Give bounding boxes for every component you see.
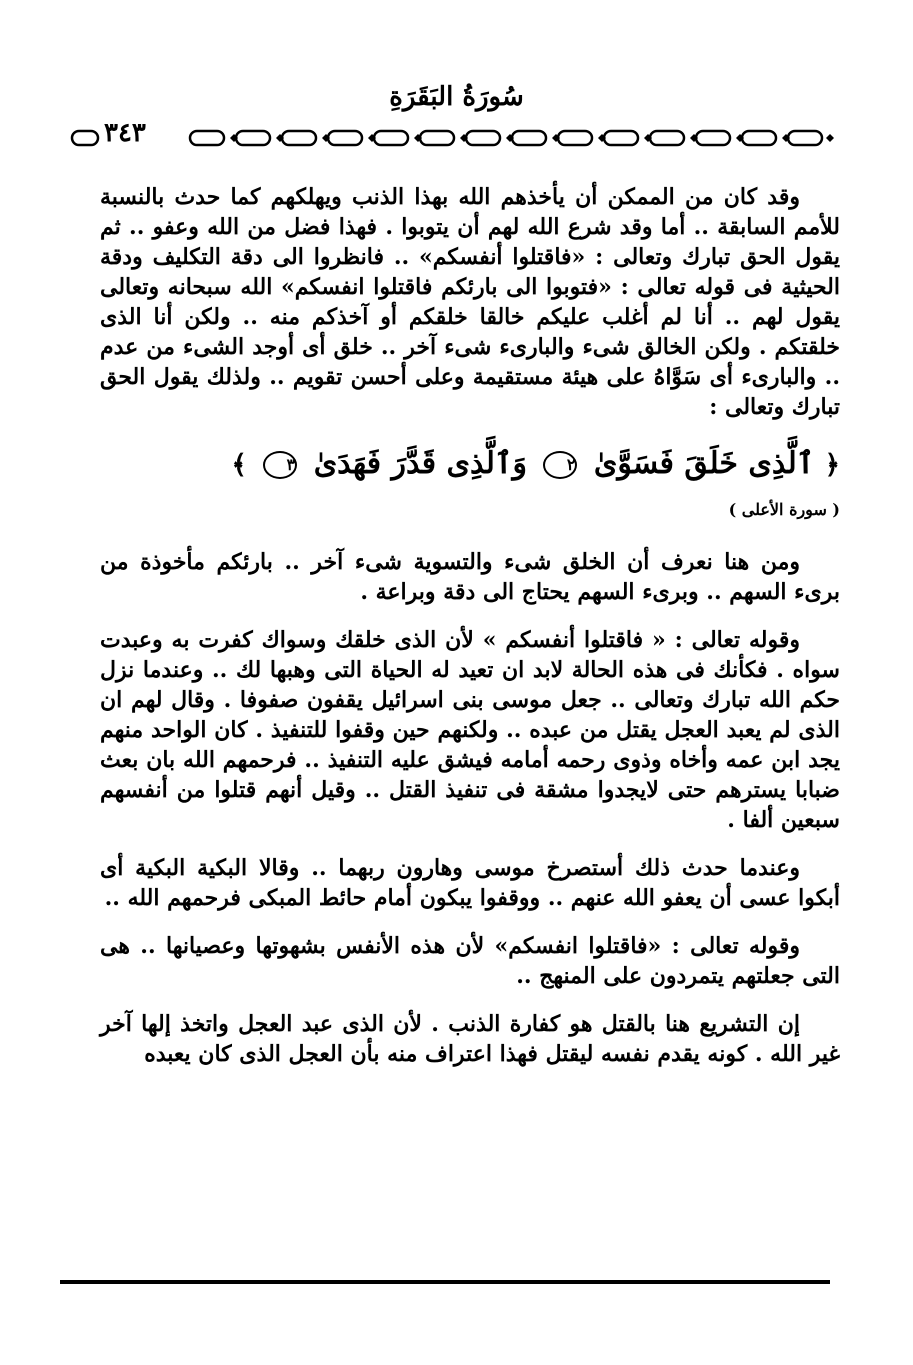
- surah-reference: ( سورة الأعلى ): [728, 500, 840, 519]
- paragraph-2: ومن هنا نعرف أن الخلق شىء والتسوية شىء آخر .. بارئكم مأخوذة من برىء السهم .. وبرىء السهم يحتاج الى دقة وبراعة .: [100, 549, 840, 605]
- paragraph-6: إن التشريع هنا بالقتل هو كفارة الذنب . لأن الذى عبد العجل واتخذ إلها آخر غير الله . كونه يقدم نفسه ليقتل فهذا اعتراف منه بأن العجل الذى كان يعبده: [100, 1011, 840, 1067]
- quran-verse: [100, 442, 840, 487]
- page-number: ٣٤٣: [100, 118, 150, 148]
- verse-part-2: وَٱلَّذِى قَدَّرَ فَهَدَىٰ: [313, 446, 527, 481]
- decorative-header-border: [70, 118, 850, 152]
- verse-part-1: ٱلَّذِى خَلَقَ فَسَوَّىٰ: [593, 446, 815, 481]
- chain-ornament-icon: [70, 124, 850, 152]
- paragraph-4: وعندما حدث ذلك أستصرخ موسى وهارون ربهما .. وقالا البكية البكية أى أبكوا عسى أن يعفو الله عنهم .. ووقفوا يبكون أمام حائط المبكى فرحمهم الله ..: [100, 855, 840, 911]
- paragraph-5: وقوله تعالى : «فاقتلوا انفسكم» لأن هذه الأنفس بشهوتها وعصيانها .. هى التى جعلتهم يتمردون على المنهج ..: [100, 933, 840, 989]
- paragraph-1: وقد كان من الممكن أن يأخذهم الله بهذا الذنب ويهلكهم كما حدث بالنسبة للأمم السابقة .. أما وقد شرع الله لهم أن يتوبوا . فهذا فضل من الله وعفو .. ثم يقول الحق تبارك وتعالى : «فاقتلوا أنفسكم» .. فانظروا الى دقة التكليف ودقة الحيثية فى قوله تعالى : «فتوبوا الى بارئكم فاقتلوا انفسكم» الله سبحانه وتعالى يقول لهم .. أنا لم أغلب عليكم خالقا خلقكم أو آخذكم منه .. ولكن أنا الذى خلقتكم . ولكن الخالق شىء والبارىء شىء آخر .. خلق أى أوجد الشىء من عدم .. والبارىء أى سَوَّاهُ على هيئة مستقيمة وعلى أحسن تقويم .. ولذلك يقول الحق تبارك وتعالى :: [100, 184, 840, 420]
- paragraph-3: وقوله تعالى : « فاقتلوا أنفسكم » لأن الذى خلقك وسواك كفرت به وعبدت سواه . فكأنك فى هذه الحالة لابد ان تعيد له الحياة التى وهبها لك .. وعندما نزل حكم الله تبارك وتعالى .. جعل موسى بنى اسرائيل يقفون صفوفا . وقال لهم ان الذى لم يعبد العجل يقتل من عبده .. ولكنهم حين وقفوا للتنفيذ . كان الواحد منهم يجد ابن عمه وأخاه وذوى رحمه أمامه فيشق عليه التنفيذ .. فرحمهم الله بان بعث ضبابا يسترهم حتى لايجدوا مشقة فى تنفيذ القتل .. وقيل أنهم قتلوا من أنفسهم سبعين ألفا .: [100, 627, 840, 833]
- verse-open-ornament: ﴿: [824, 450, 840, 480]
- verse-close-ornament: ﴾: [231, 450, 247, 480]
- ayah-number-1: ٢: [543, 451, 577, 479]
- surah-title: سُورَةُ البَقَرَةِ: [389, 82, 524, 112]
- ayah-number-2: ٣: [263, 451, 297, 479]
- bottom-divider: [60, 1280, 830, 1284]
- page-body: [100, 182, 840, 1087]
